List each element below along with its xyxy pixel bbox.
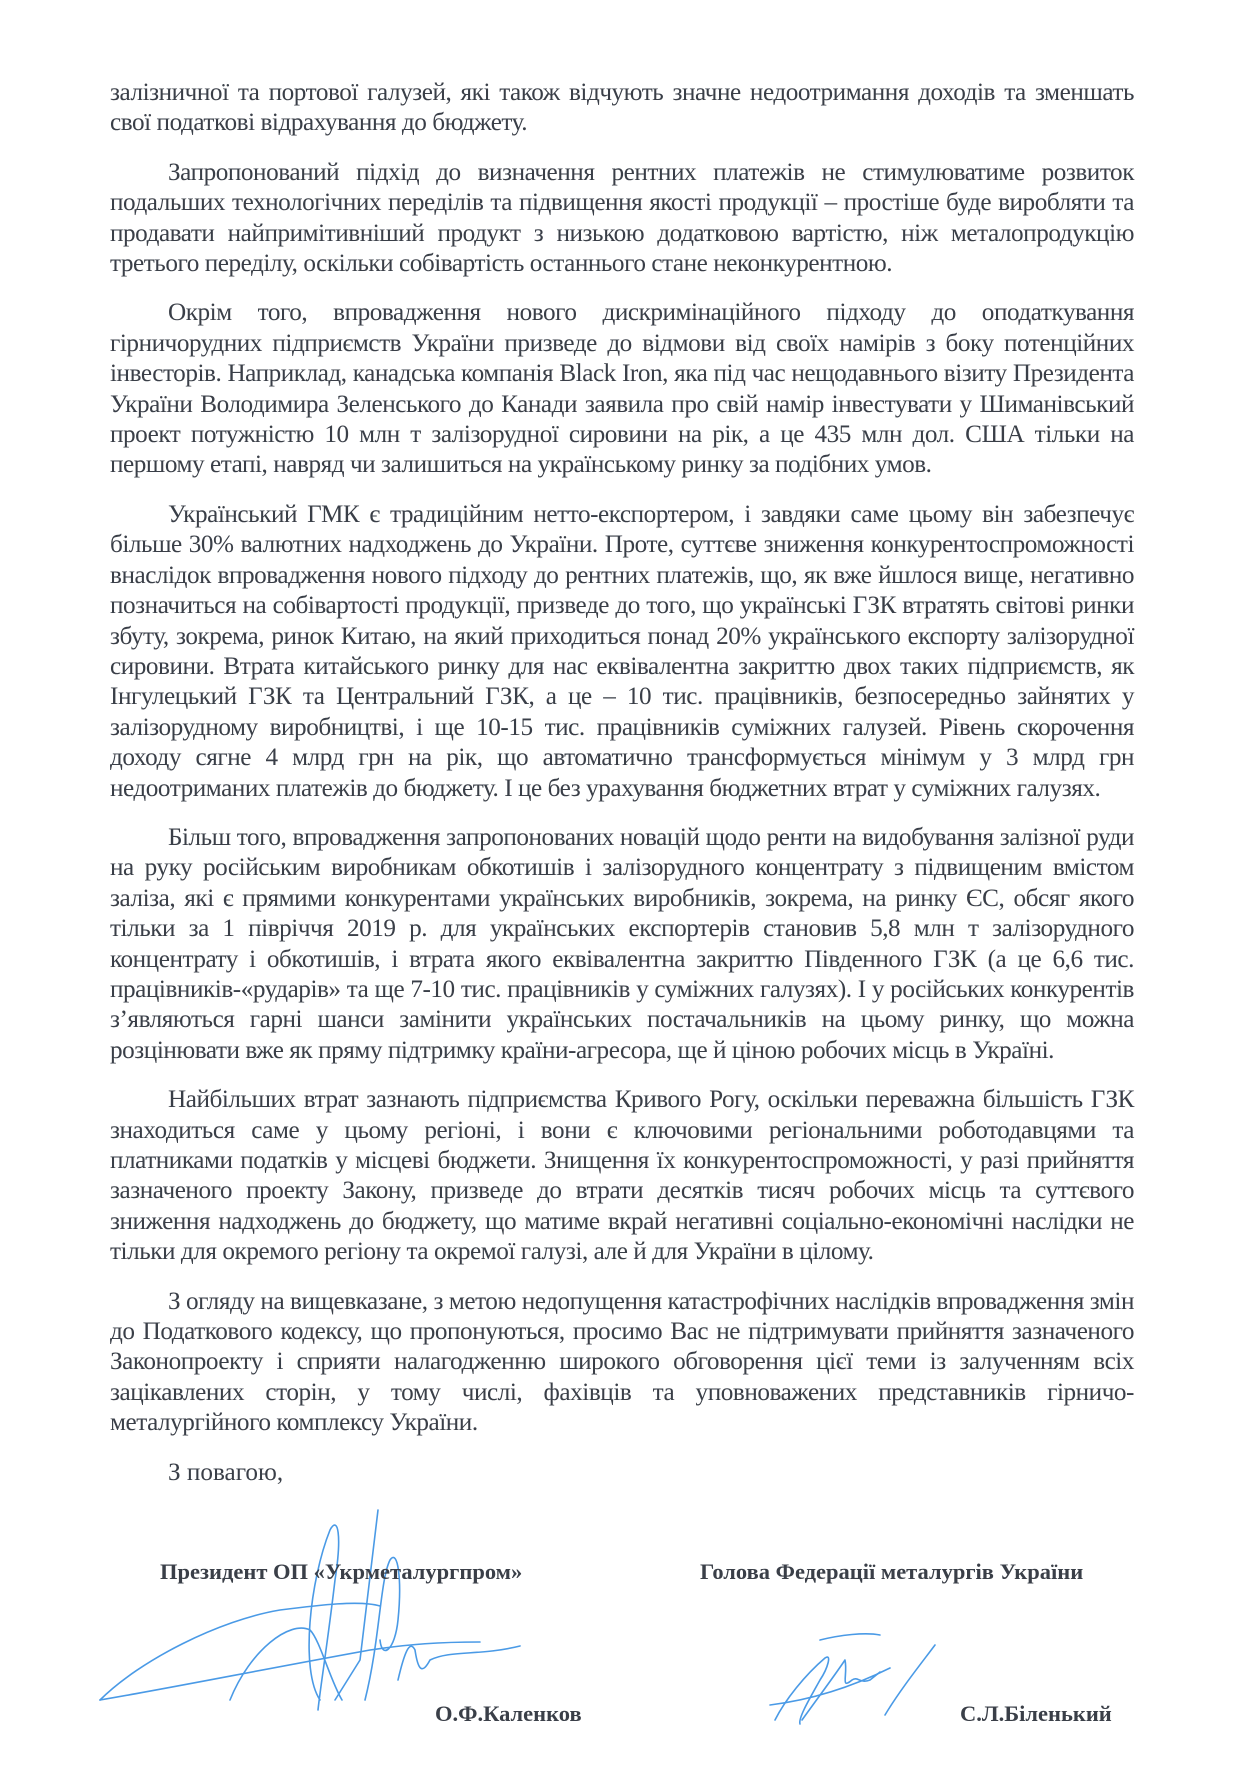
- signature-stroke: [775, 1657, 829, 1724]
- closing-salutation: З повагою,: [168, 1458, 284, 1486]
- signature-stroke: [230, 1628, 342, 1700]
- handwritten-signature-right: [740, 1620, 940, 1760]
- signature-stroke: [309, 1525, 339, 1710]
- signature-stroke: [100, 1642, 480, 1700]
- signatory-right: [690, 1500, 1140, 1730]
- signature-stroke: [770, 1668, 890, 1705]
- signatory-name-left: О.Ф.Каленков: [435, 1700, 582, 1726]
- signature-stroke: [335, 1510, 378, 1700]
- signature-stroke: [802, 1660, 880, 1720]
- signature-stroke: [885, 1645, 935, 1715]
- signatory-title-left: Президент ОП «Укрметалургпром»: [160, 1558, 523, 1584]
- paragraph-request: З огляду на вищевказане, з метою недопущення катастрофічних наслідків впровадження змін до Податкового кодексу, що пропонуються, просимо Вас не підтримувати прийняття зазначеного Законопроекту і сприяти налагодженню широкого обговорення цієї теми із залученням всіх зацікавлених сторін, у тому числі, фахівців та уповноважених представників гірничо-металургійного комплексу України.: [110, 1287, 1134, 1437]
- letter-body: [110, 78, 1134, 1439]
- signatory-title-right: Голова Федерації металургів України: [700, 1558, 1084, 1584]
- paragraph-export: Український ГМК є традиційним нетто-експортером, і завдяки саме цьому він забезпечує більше 30% валютних надходжень до України. Проте, суттєве зниження конкурентоспроможності внаслідок впровадження нового підходу до рентних платежів, що, як вже йшлося вище, негативно позначиться на собівартості продукції, призведе до того, що українські ГЗК втратять світові ринки збуту, зокрема, ринок Китаю, на який приходиться понад 20% українського експорту залізорудної сировини. Втрата китайського ринку для нас еквівалентна закриттю двох таких підприємств, як Інгулецький ГЗК та Центральний ГЗК, а це – 10 тис. працівників, безпосередньо зайнятих у залізорудному виробництві, і ще 10-15 тис. працівників суміжних галузей. Рівень скорочення доходу сягне 4 млрд грн на рік, що автоматично трансформується мінімум у 3 млрд грн недоотриманих платежів до бюджету. І це без урахування бюджетних втрат у суміжних галузях.: [110, 500, 1134, 802]
- paragraph-rent-approach: Запропонований підхід до визначення рентних платежів не стимулюватиме розвиток подальших технологічних переділів та підвищення якості продукції – простіше буде виробляти та продавати найпримітивніший продукт з низькою додатковою вартістю, ніж металопродукцію третього переділу, оскільки собівартість останнього стане неконкурентною.: [110, 158, 1134, 278]
- handwritten-signature-left: [80, 1500, 550, 1720]
- signature-stroke: [820, 1633, 880, 1639]
- signature-stroke: [398, 1646, 520, 1680]
- paragraph-kryvyi-rih: Найбільших втрат зазнають підприємства Кривого Рогу, оскільки переважна більшість ГЗК знаходиться саме у цьому регіоні, і вони є ключовими регіональними роботодавцями та платниками податків у місцеві бюджети. Знищення їх конкурентоспроможності, у разі прийняття зазначеного проекту Закону, призведе до втрати десятків тисяч робочих місць та суттєвого зниження надходжень до бюджету, що матиме вкрай негативні соціально-економічні наслідки не тільки для окремого регіону та окремої галузі, але й для України в цілому.: [110, 1086, 1134, 1266]
- paragraph-russian-competitors: Більш того, впровадження запропонованих новацій щодо ренти на видобування залізної руди на руку російським виробникам обкотишів і залізорудного концентрату з підвищеним вмістом заліза, які є прямими конкурентами українських виробників, зокрема, на ринку ЄС, обсяг якого тільки за 1 півріччя 2019 р. для українських експортерів становив 5,8 млн т залізорудного концентрату і обкотишів, і втрата якого еквівалентна закриттю Південного ГЗК (а це 6,6 тис. працівників-«рударів» та ще 7-10 тис. працівників у суміжних галузях). І у російських конкурентів з’являються гарні шанси замінити українських постачальників на цьому ринку, що можна розцінювати вже як пряму підтримку країни-агресора, ще й ціною робочих місць в Україні.: [110, 823, 1134, 1064]
- signatory-left: [140, 1500, 620, 1730]
- paragraph-investors: Окрім того, впровадження нового дискримінаційного підходу до оподаткування гірничорудних підприємств України призведе до відмови від своїх намірів з боку потенційних інвесторів. Наприклад, канадська компанія Black Iron, яка під час нещодавнього візиту Президента України Володимира Зеленського до Канади заявила про свій намір інвестувати у Шиманівський проект потужністю 10 млн т залізорудної сировини на рік, а це 435 млн дол. США тільки на першому етапі, навряд чи залишиться на українському ринку за подібних умов.: [110, 299, 1134, 479]
- signatory-name-right: С.Л.Біленький: [960, 1700, 1112, 1726]
- signature-stroke: [100, 1603, 380, 1700]
- paragraph-continuation: залізничної та портової галузей, які також відчують значне недоотримання доходів та зменшать свої податкові відрахування до бюджету.: [110, 79, 1134, 137]
- signature-block: [110, 1500, 1134, 1730]
